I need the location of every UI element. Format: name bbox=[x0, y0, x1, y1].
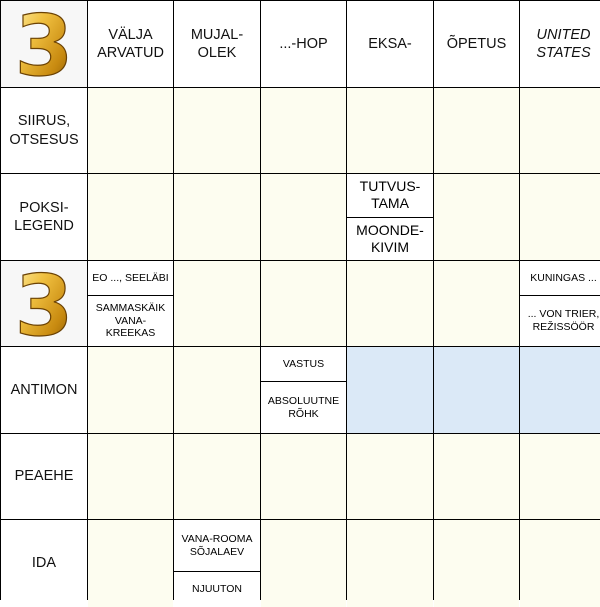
answer-cell[interactable] bbox=[520, 520, 600, 607]
answer-cell[interactable] bbox=[261, 174, 346, 260]
answer-cell[interactable] bbox=[347, 520, 433, 607]
clue-sammaskaik: SAMMASKÄIK VANA- KREEKAS bbox=[88, 296, 173, 346]
clue-vastus: VASTUS bbox=[261, 347, 346, 381]
answer-cell[interactable] bbox=[261, 434, 346, 519]
answer-cell[interactable] bbox=[261, 261, 346, 346]
highlighted-answer-cell[interactable] bbox=[347, 347, 433, 433]
answer-cell[interactable] bbox=[347, 434, 433, 519]
answer-cell[interactable] bbox=[174, 347, 260, 433]
answer-cell[interactable] bbox=[174, 261, 260, 346]
answer-cell[interactable] bbox=[88, 520, 173, 607]
row-clue-6: IDA bbox=[1, 520, 87, 607]
gold-three-logo bbox=[7, 265, 81, 343]
highlighted-answer-cell[interactable] bbox=[434, 347, 519, 433]
clue-vana-rooma: VANA-ROOMA SÕJALAEV bbox=[174, 520, 260, 571]
clue-absoluutne: ABSOLUUTNE RÕHK bbox=[261, 382, 346, 433]
answer-cell[interactable] bbox=[520, 88, 600, 173]
split-clue-cell bbox=[88, 261, 173, 346]
answer-cell[interactable] bbox=[174, 88, 260, 173]
answer-cell[interactable] bbox=[434, 174, 519, 260]
clue-kuningas: KUNINGAS ... bbox=[520, 261, 600, 295]
answer-cell[interactable] bbox=[174, 174, 260, 260]
logo-cell bbox=[1, 261, 87, 346]
header-clue-4: EKSA- bbox=[347, 1, 433, 87]
answer-cell[interactable] bbox=[434, 88, 519, 173]
clue-moondekivim: MOONDE- KIVIM bbox=[347, 218, 433, 261]
row-clue-2: POKSI- LEGEND bbox=[1, 174, 87, 260]
gold-three-logo bbox=[7, 5, 81, 83]
split-clue-cell bbox=[261, 347, 346, 433]
clue-eo-seelabi: EO ..., SEELÄBI bbox=[88, 261, 173, 295]
logo-cell bbox=[1, 1, 87, 87]
header-clue-6: UNITED STATES bbox=[520, 1, 600, 87]
answer-cell[interactable] bbox=[434, 520, 519, 607]
answer-cell[interactable] bbox=[520, 174, 600, 260]
split-clue-cell bbox=[347, 174, 433, 260]
header-clue-3: ...-HOP bbox=[261, 1, 346, 87]
answer-cell[interactable] bbox=[88, 434, 173, 519]
clue-von-trier: ... VON TRIER, REŽISSÖÖR bbox=[520, 296, 600, 346]
split-clue-cell bbox=[520, 261, 600, 346]
clue-njuuton: NJUUTON bbox=[174, 572, 260, 607]
answer-cell[interactable] bbox=[520, 434, 600, 519]
answer-cell[interactable] bbox=[347, 88, 433, 173]
answer-cell[interactable] bbox=[88, 347, 173, 433]
row-clue-5: PEAEHE bbox=[1, 434, 87, 519]
answer-cell[interactable] bbox=[434, 434, 519, 519]
clue-tutvustama: TUTVUS- TAMA bbox=[347, 174, 433, 217]
logo-digit: 3 bbox=[14, 264, 74, 343]
logo-digit: 3 bbox=[14, 5, 74, 83]
header-clue-2: MUJAL- OLEK bbox=[174, 1, 260, 87]
answer-cell[interactable] bbox=[347, 261, 433, 346]
answer-cell[interactable] bbox=[88, 88, 173, 173]
answer-cell[interactable] bbox=[261, 520, 346, 607]
row-clue-1: SIIRUS, OTSESUS bbox=[1, 88, 87, 173]
answer-cell[interactable] bbox=[434, 261, 519, 346]
split-clue-cell bbox=[174, 520, 260, 607]
highlighted-answer-cell[interactable] bbox=[520, 347, 600, 433]
answer-cell[interactable] bbox=[261, 88, 346, 173]
row-clue-4: ANTIMON bbox=[1, 347, 87, 433]
answer-cell[interactable] bbox=[88, 174, 173, 260]
header-clue-5: ÕPETUS bbox=[434, 1, 519, 87]
header-clue-1: VÄLJA ARVATUD bbox=[88, 1, 173, 87]
answer-cell[interactable] bbox=[174, 434, 260, 519]
